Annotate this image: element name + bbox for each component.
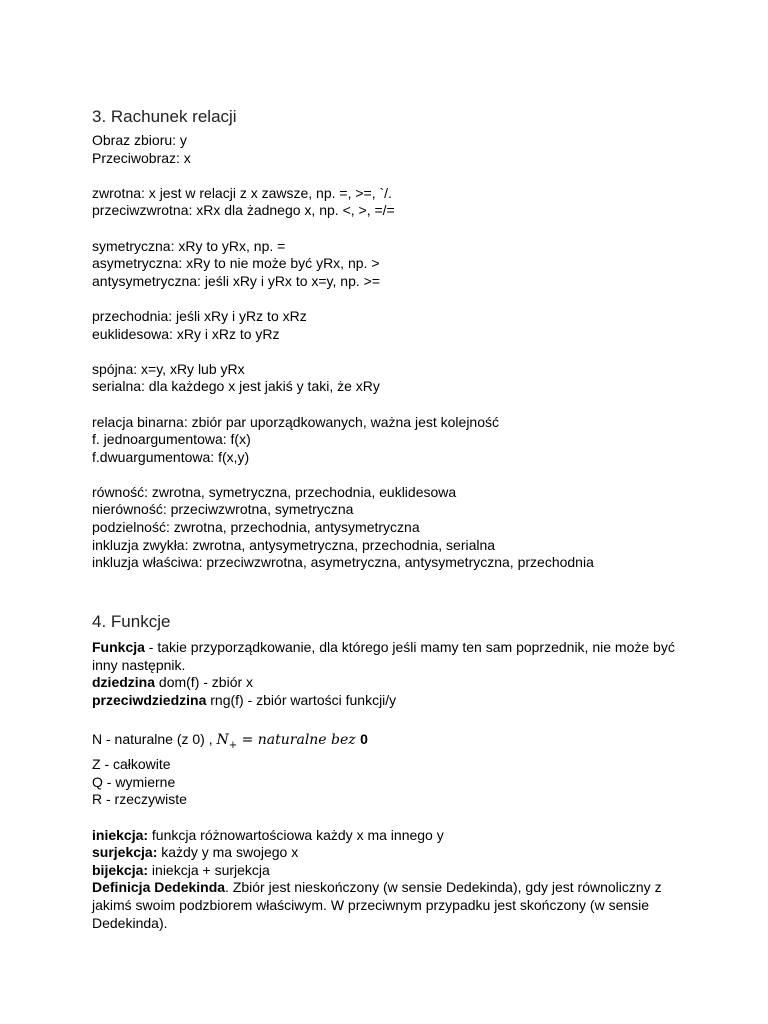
n-math-rest: = naturalne bez xyxy=(237,732,361,749)
n-line xyxy=(92,729,682,756)
surjekcja-term: surjekcja: xyxy=(92,844,158,861)
r-line: R - rzeczywiste xyxy=(92,791,187,808)
section-4-heading: 4. Funkcje xyxy=(92,612,171,631)
blank-line xyxy=(92,167,682,185)
text-line: przeciwzwrotna: xRx dla żadnego x, np. <, >, =/= xyxy=(92,202,395,219)
przeciwdziedzina-text: rng(f) - zbiór wartości funkcji/y xyxy=(206,691,397,708)
funkcja-text: - takie przyporządkowanie, dla którego jeśli mamy ten sam poprzednik, nie może być inny następnik. xyxy=(92,639,675,673)
n-math-sub: + xyxy=(228,740,238,752)
text-line: spójna: x=y, xRy lub yRx xyxy=(92,360,245,377)
bijekcja-text: iniekcja + surjekcja xyxy=(148,861,270,878)
text-line: podzielność: zwrotna, przechodnia, antysymetryczna xyxy=(92,519,420,536)
text-line: inkluzja właściwa: przeciwzwrotna, asymetryczna, antysymetryczna, przechodnia xyxy=(92,554,594,571)
section-4-body xyxy=(92,639,682,932)
blank-line xyxy=(92,220,682,238)
blank-line xyxy=(92,709,682,729)
text-line: antysymetryczna: jeśli xRy i yRx to x=y, np. >= xyxy=(92,272,381,289)
iniekcja-term: iniekcja: xyxy=(92,826,149,843)
text-line: euklidesowa: xRy i xRz to yRz xyxy=(92,325,280,342)
iniekcja-text: funkcja różnowartościowa każdy x ma innego y xyxy=(148,826,444,843)
text-line: Obraz zbioru: y xyxy=(92,132,187,148)
surjekcja-line xyxy=(92,844,682,862)
n-math-zero: 0 xyxy=(360,731,368,748)
funkcja-term: Funkcja xyxy=(92,639,145,655)
n-text: N - naturalne (z 0) , xyxy=(92,731,217,748)
dziedzina-term: dziedzina xyxy=(92,674,156,691)
section-3-body xyxy=(92,132,682,572)
n-math-base: N xyxy=(216,732,229,749)
iniekcja-line xyxy=(92,827,682,845)
text-line: f. jednoargumentowa: f(x) xyxy=(92,431,251,448)
text-line: inkluzja zwykła: zwrotna, antysymetryczna, przechodnia, serialna xyxy=(92,536,496,553)
przeciwdziedzina-term: przeciwdziedzina xyxy=(92,691,207,708)
text-line: zwrotna: x jest w relacji z x zawsze, np. =, >=, `/. xyxy=(92,184,392,201)
blank-line xyxy=(92,396,682,414)
blank-line xyxy=(92,343,682,361)
text-line: Przeciwobraz: x xyxy=(92,149,191,166)
blank-line xyxy=(92,290,682,308)
text-line: asymetryczna: xRy to nie może być yRx, np. > xyxy=(92,255,380,272)
text-line: relacja binarna: zbiór par uporządkowanych, ważna jest kolejność xyxy=(92,413,499,430)
section-3-heading: 3. Rachunek relacji xyxy=(92,107,237,126)
text-line: f.dwuargumentowa: f(x,y) xyxy=(92,448,250,465)
dziedzina-line xyxy=(92,674,682,692)
dziedzina-text: dom(f) - zbiór x xyxy=(155,674,254,691)
przeciwdziedzina-line xyxy=(92,692,682,710)
q-line: Q - wymierne xyxy=(92,773,176,790)
blank-line xyxy=(92,809,682,827)
n-plus-formula xyxy=(216,731,368,752)
text-line: nierówność: przeciwzwrotna, symetryczna xyxy=(92,501,354,518)
text-line: symetryczna: xRy to yRx, np. = xyxy=(92,237,286,254)
text-line: serialna: dla każdego x jest jakiś y taki, że xRy xyxy=(92,378,380,395)
surjekcja-text: każdy y ma swojego x xyxy=(157,844,299,861)
bijekcja-term: bijekcja: xyxy=(92,861,149,878)
blank-line xyxy=(92,466,682,484)
text-line: równość: zwrotna, symetryczna, przechodnia, euklidesowa xyxy=(92,483,457,500)
funkcja-definition xyxy=(92,639,682,674)
bijekcja-line xyxy=(92,862,682,880)
z-line: Z - całkowite xyxy=(92,756,171,773)
dedekind-definition xyxy=(92,879,682,932)
text-line: przechodnia: jeśli xRy i yRz to xRz xyxy=(92,307,307,324)
dedekind-term: Definicja Dedekinda xyxy=(92,879,226,896)
dedekind-text: . Zbiór jest nieskończony (w sensie Dedekinda), gdy jest równoliczny z jakimś swoim podzbiorem właściwym. W przeciwnym przypadku jest skończony (w sensie Dedekinda). xyxy=(92,879,662,931)
